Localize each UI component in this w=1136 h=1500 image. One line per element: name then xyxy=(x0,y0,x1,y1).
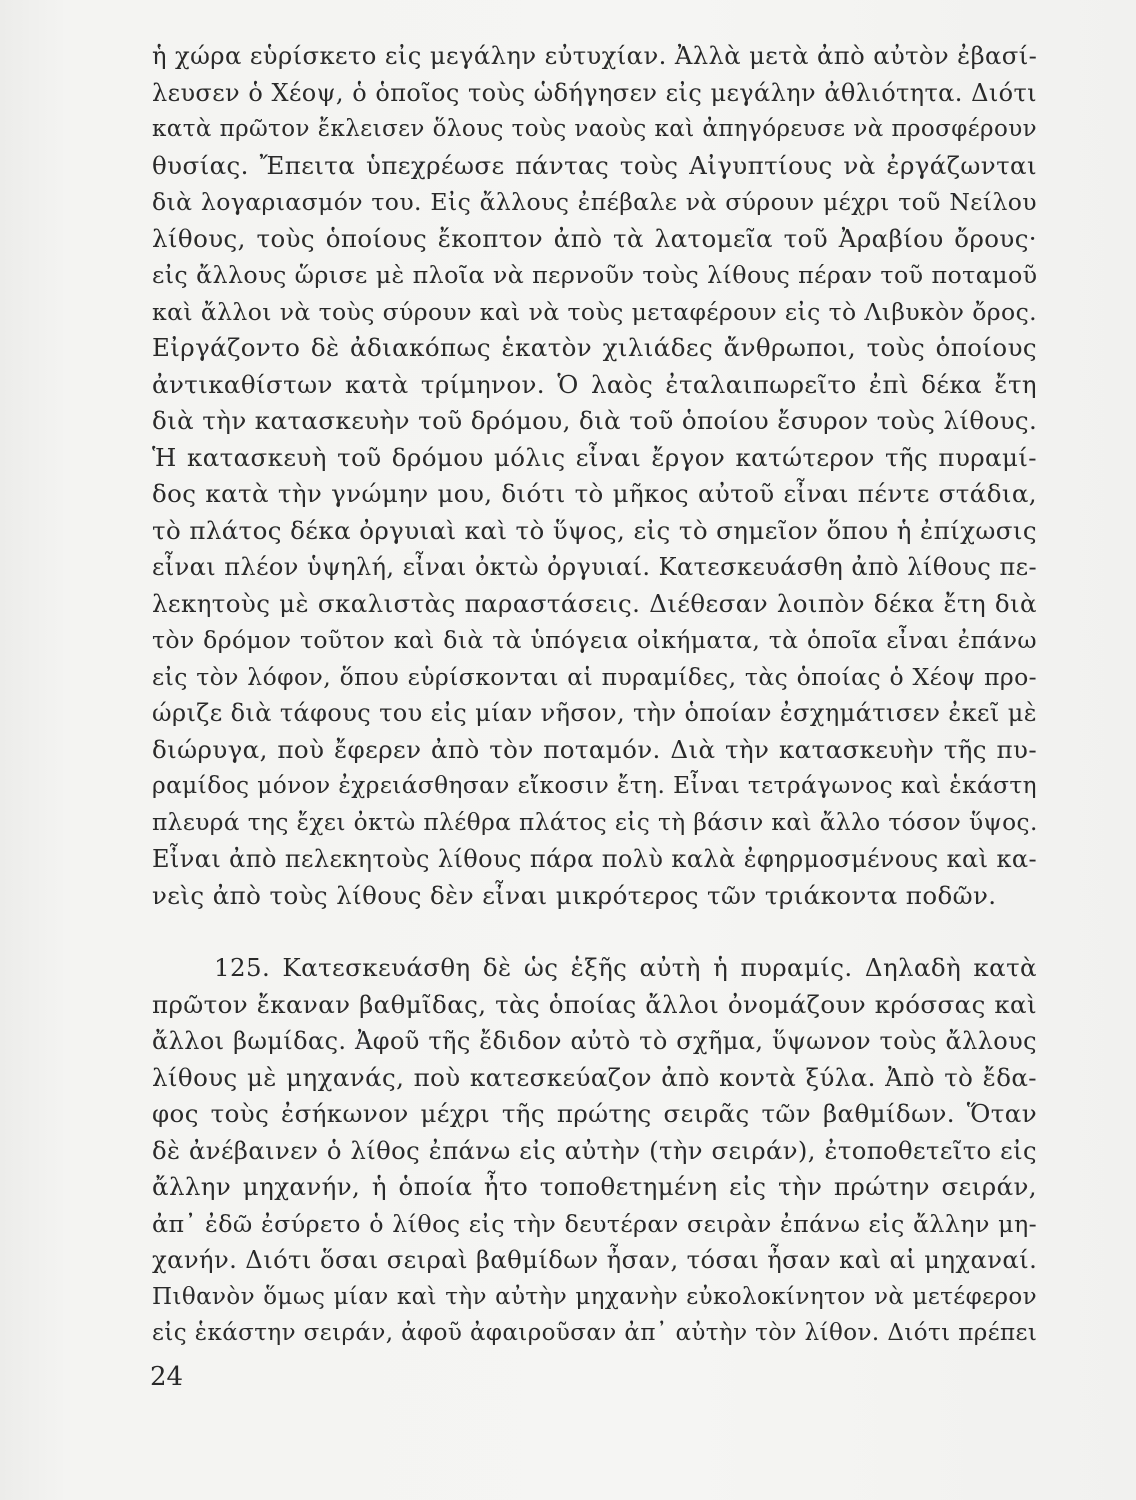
text-line: εἶναι πλέον ὑψηλή, εἶναι ὀκτὼ ὀργυιαί. Κατεσκευάσθη ἀπὸ λίθους πε- xyxy=(152,553,1037,581)
text-line: πλευρά της ἔχει ὀκτὼ πλέθρα πλάτος εἰς τὴ βάσιν καὶ ἄλλο τόσον ὕψος. xyxy=(152,808,1038,836)
text-line: Πιθανὸν ὅμως μίαν καὶ τὴν αὐτὴν μηχανὴν εὐκολοκίνητον νὰ μετέφερον xyxy=(152,1283,1037,1310)
text-line: δος κατὰ τὴν γνώμην μου, διότι τὸ μῆκος αὐτοῦ εἶναι πέντε στάδια, xyxy=(152,479,1037,508)
text-line: διὰ τὴν κατασκευὴν τοῦ δρόμου, διὰ τοῦ ὁποίου ἔσυρον τοὺς λίθους. xyxy=(152,406,1038,435)
text-line: λευσεν ὁ Χέοψ, ὁ ὁποῖος τοὺς ὡδήγησεν εἰς μεγάλην ἀθλιότητα. Διότι xyxy=(152,78,1037,107)
text-line: ἀπ᾿ ἐδῶ ἐσύρετο ὁ λίθος εἰς τὴν δευτέραν σειρὰν ἐπάνω εἰς ἄλλην μη- xyxy=(152,1209,1037,1238)
text-line: διώρυγα, ποὺ ἔφερεν ἀπὸ τὸν ποταμόν. Διὰ τὴν κατασκευὴν τῆς πυ- xyxy=(152,734,1037,764)
text-line: ραμίδος μόνον ἐχρειάσθησαν εἴκοσιν ἔτη. Εἶναι τετράγωνος καὶ ἑκάστη xyxy=(152,772,1037,799)
page-number: 24 xyxy=(150,1362,184,1392)
text-line: χανήν. Διότι ὅσαι σειραὶ βαθμίδων ἦσαν, τόσαι ἦσαν καὶ αἱ μηχαναί. xyxy=(152,1245,1038,1274)
text-line: ἄλλην μηχανήν, ἡ ὁποία ἦτο τοποθετημένη εἰς τὴν πρώτην σειράν, xyxy=(152,1172,1037,1201)
text-line: φος τοὺς ἐσήκωνον μέχρι τῆς πρώτης σειρᾶς τῶν βαθμίδων. Ὅταν xyxy=(152,1099,1037,1128)
text-line: ἄλλοι βωμίδας. Ἀφοῦ τῆς ἔδιδον αὐτὸ τὸ σχῆμα, ὕψωνον τοὺς ἄλλους xyxy=(152,1027,1037,1055)
text-line: λίθους μὲ μηχανάς, ποὺ κατεσκεύαζον ἀπὸ κοντὰ ξύλα. Ἀπὸ τὸ ἔδα- xyxy=(152,1062,1037,1092)
text-line: θυσίας. Ἔπειτα ὑπεχρέωσε πάντας τοὺς Αἰγυπτίους νὰ ἐργάζωνται xyxy=(152,150,1037,180)
text-line: ἡ χώρα εὑρίσκετο εἰς μεγάλην εὐτυχίαν. Ἀλλὰ μετὰ ἀπὸ αὐτὸν ἐβασί- xyxy=(152,41,1038,70)
text-line: πρῶτον ἔκαναν βαθμῖδας, τὰς ὁποίας ἄλλοι ὀνομάζουν κρόσσας καὶ xyxy=(152,989,1037,1019)
text-line: ἀντικαθίστων κατὰ τρίμηνον. Ὁ λαὸς ἐταλαιπωρεῖτο ἐπὶ δέκα ἔτη xyxy=(152,369,1037,399)
text-line: λεκητοὺς μὲ σκαλιστὰς παραστάσεις. Διέθεσαν λοιπὸν δέκα ἔτη διὰ xyxy=(152,588,1037,618)
text-line: εἰς ἄλλους ὥρισε μὲ πλοῖα νὰ περνοῦν τοὺς λίθους πέραν τοῦ ποταμοῦ xyxy=(152,261,1038,289)
text-line: Εἶναι ἀπὸ πελεκητοὺς λίθους πάρα πολὺ καλὰ ἐφηρμοσμένους καὶ κα- xyxy=(152,845,1037,873)
text-line: δὲ ἀνέβαινεν ὁ λίθος ἐπάνω εἰς αὐτὴν (τὴν σειράν), ἐτοποθετεῖτο εἰς xyxy=(152,1135,1037,1165)
text-line: ώριζε διὰ τάφους του εἰς μίαν νῆσον, τὴν ὁποίαν ἐσχημάτισεν ἐκεῖ μὲ xyxy=(152,699,1037,727)
text-line: καὶ ἄλλοι νὰ τοὺς σύρουν καὶ νὰ τοὺς μεταφέρουν εἰς τὸ Λιβυκὸν ὄρος. xyxy=(152,297,1037,326)
text-line: Ἡ κατασκευὴ τοῦ δρόμου μόλις εἶναι ἔργον κατώτερον τῆς πυραμί- xyxy=(152,442,1037,472)
text-line: νεὶς ἀπὸ τοὺς λίθους δὲν εἶναι μικρότερος τῶν τριάκοντα ποδῶν. xyxy=(152,880,997,910)
text-line: κατὰ πρῶτον ἔκλεισεν ὅλους τοὺς ναοὺς καὶ ἀπηγόρευσε νὰ προσφέρουν xyxy=(152,116,1037,142)
text-line: 125. Κατεσκευάσθη δὲ ὡς ἑξῆς αὐτὴ ἡ πυραμίς. Δηλαδὴ κατὰ xyxy=(214,953,1037,982)
text-line: εἰς τὸν λόφον, ὅπου εὑρίσκονται αἱ πυραμίδες, τὰς ὁποίας ὁ Χέοψ προ- xyxy=(152,662,1037,691)
text-line: λίθους, τοὺς ὁποίους ἔκοπτον ἀπὸ τὰ λατομεῖα τοῦ Ἀραβίου ὄρους· xyxy=(152,223,1037,253)
text-line: τὸν δρόμον τοῦτον καὶ διὰ τὰ ὑπόγεια οἰκήματα, τὰ ὁποῖα εἶναι ἐπάνω xyxy=(152,626,1037,654)
text-line: τὸ πλάτος δέκα ὀργυιαὶ καὶ τὸ ὕψος, εἰς τὸ σημεῖον ὅπου ἡ ἐπίχωσις xyxy=(152,515,1037,545)
paragraph-2 xyxy=(152,950,1037,1352)
text-line: εἰς ἑκάστην σειράν, ἀφοῦ ἀφαιροῦσαν ἀπ᾿ αὐτὴν τὸν λίθον. Διότι πρέπει xyxy=(152,1320,1038,1346)
text-line: διὰ λογαριασμόν του. Εἰς ἄλλους ἐπέβαλε νὰ σύρουν μέχρι τοῦ Νείλου xyxy=(152,188,1037,216)
text-line: Εἰργάζοντο δὲ ἀδιακόπως ἑκατὸν χιλιάδες ἄνθρωποι, τοὺς ὁποίους xyxy=(152,333,1037,362)
paragraph-1 xyxy=(152,38,1037,914)
